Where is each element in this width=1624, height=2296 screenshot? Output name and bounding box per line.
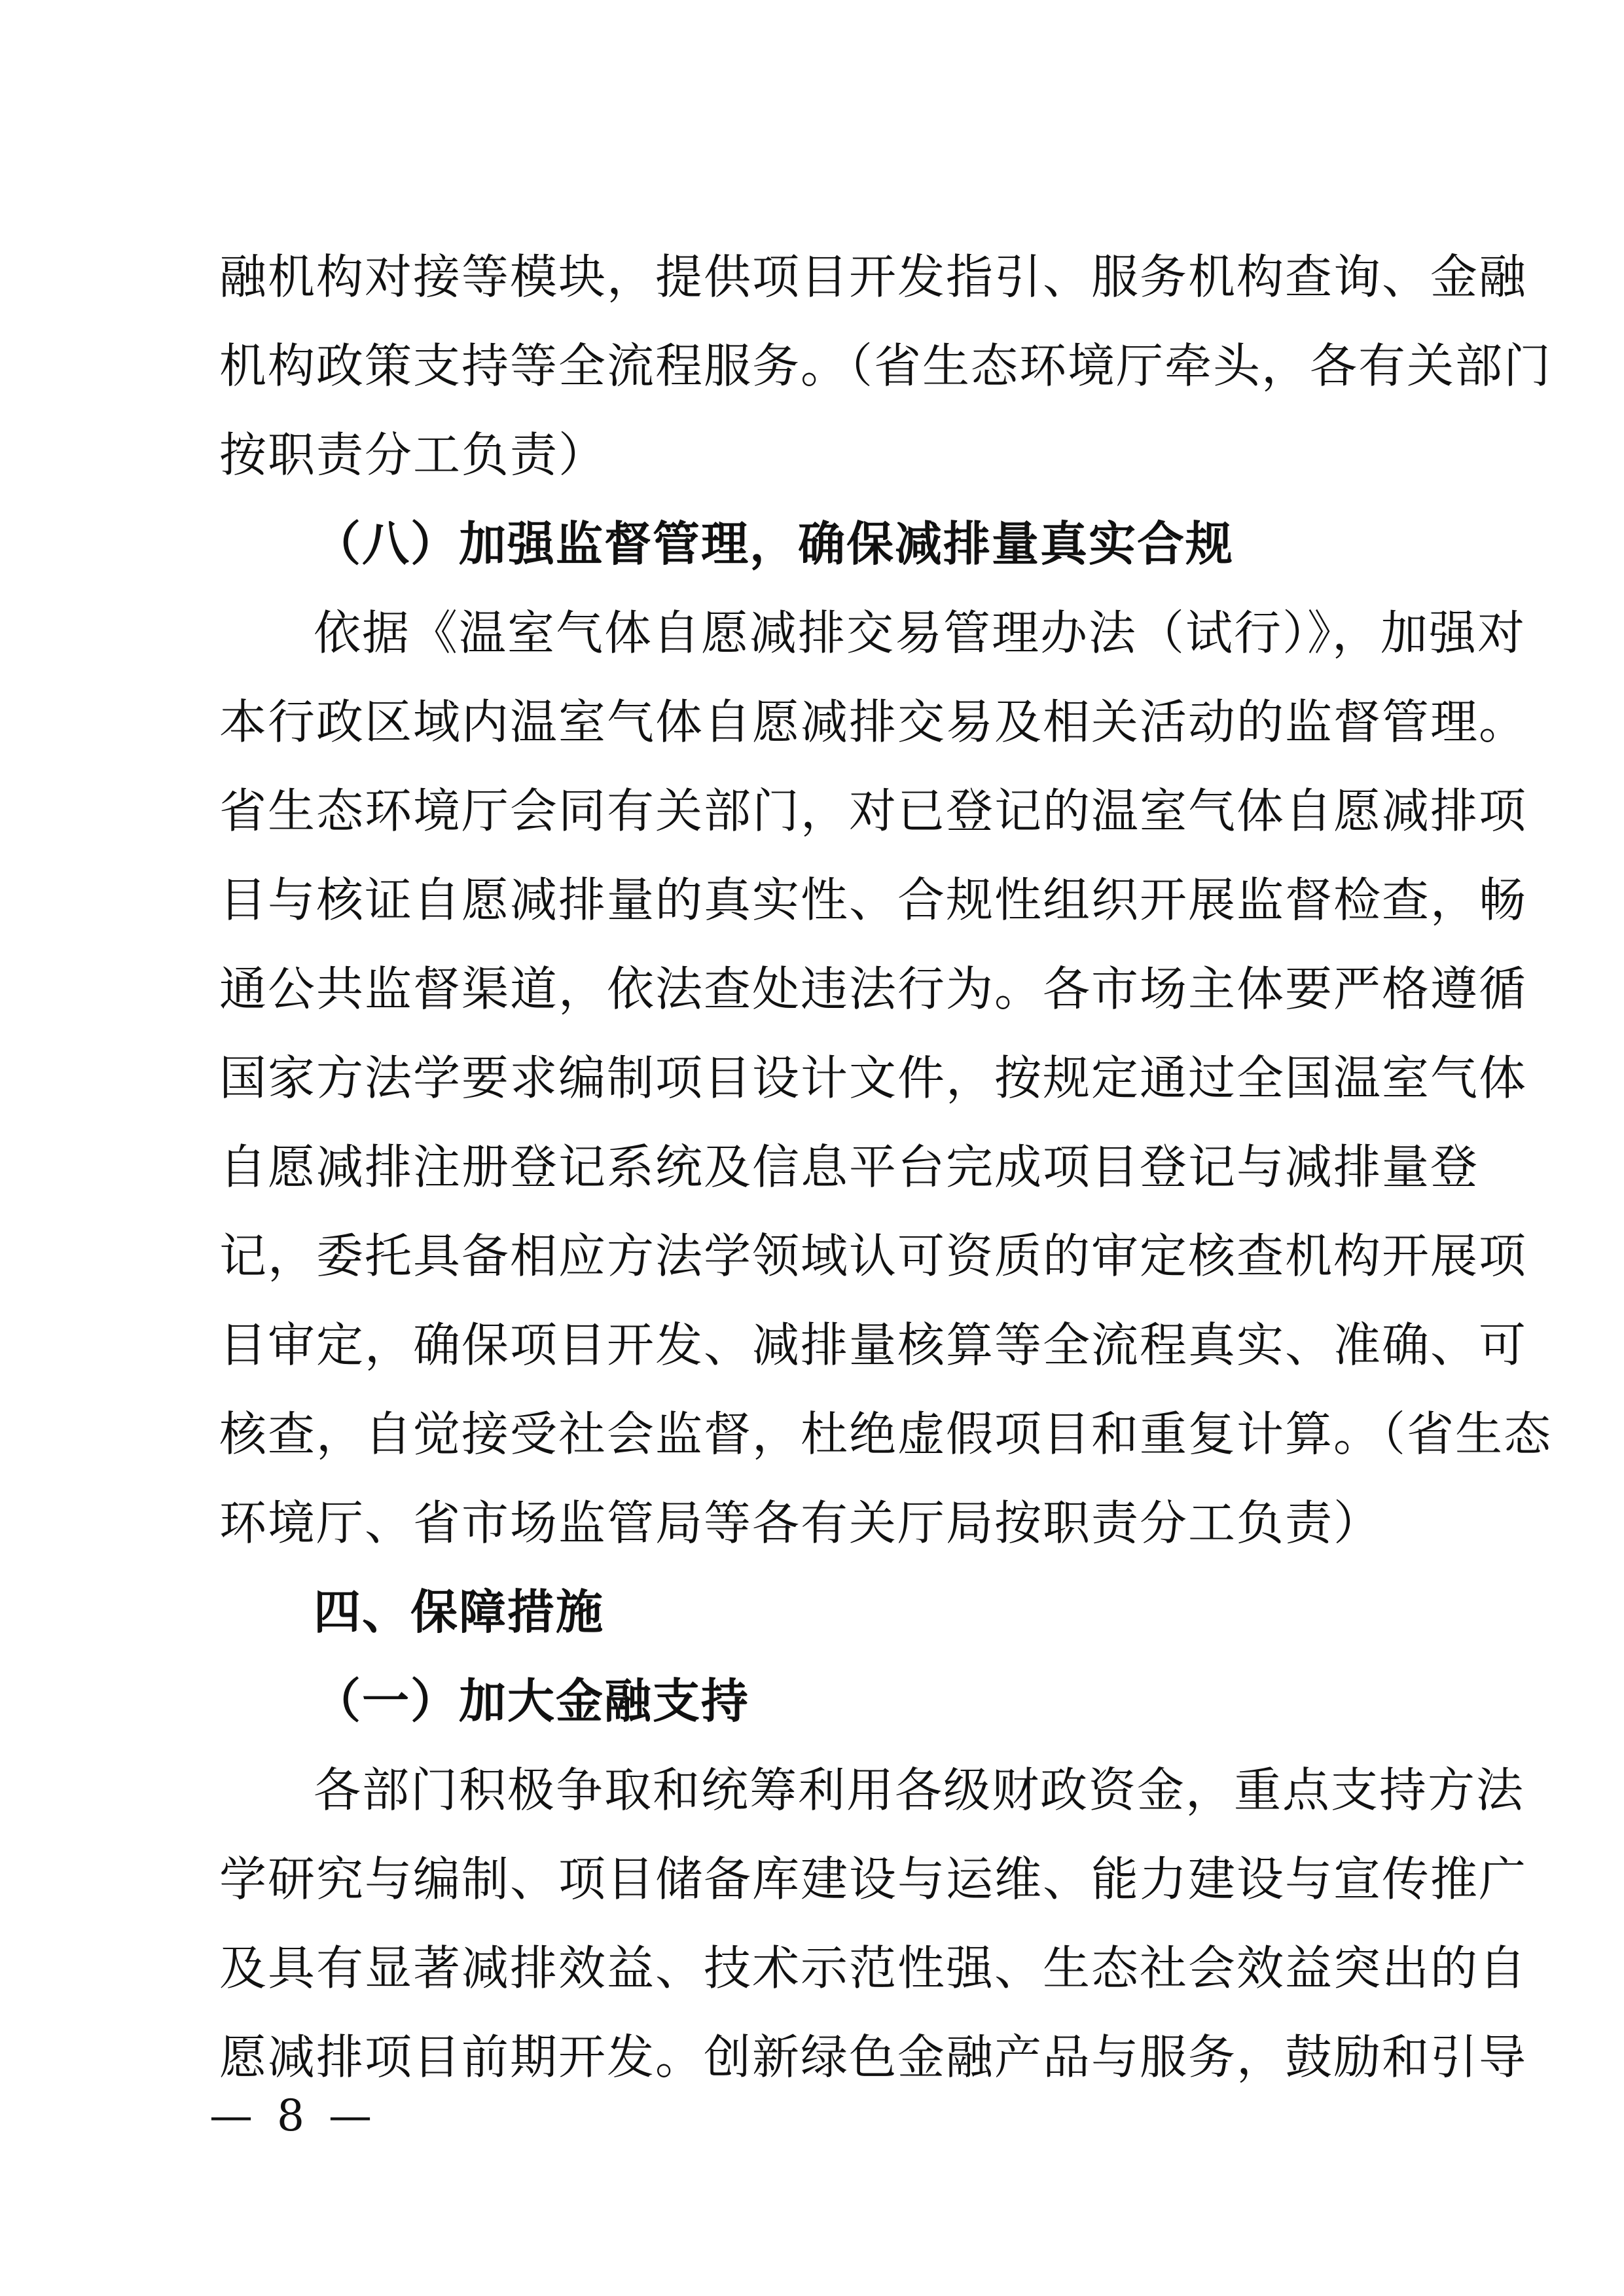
body-text-line: 融机构对接等模块，提供项目开发指引、服务机构查询、金融	[219, 249, 1528, 304]
body-text-line: 目审定，确保项目开发、减排量核算等全流程真实、准确、可	[219, 1318, 1528, 1372]
section-heading: 四、保障措施	[314, 1585, 605, 1640]
body-text-line: 记，委托具备相应方法学领域认可资质的审定核查机构开展项	[219, 1229, 1528, 1283]
body-text-line: 本行政区域内温室气体自愿减排交易及相关活动的监督管理。	[219, 694, 1528, 749]
body-text-line: 通公共监督渠道，依法查处违法行为。各市场主体要严格遵循	[219, 961, 1528, 1016]
body-text-line: 学研究与编制、项目储备库建设与运维、能力建设与宣传推广	[219, 1852, 1528, 1907]
page-number: — 8 —	[209, 2090, 377, 2141]
subsection-heading: （一）加大金融支持	[314, 1674, 750, 1729]
body-text-line: 及具有显著减排效益、技术示范性强、生态社会效益突出的自	[219, 1941, 1528, 1996]
body-text-line: 国家方法学要求编制项目设计文件，按规定通过全国温室气体	[219, 1050, 1528, 1105]
body-text-line: 自愿减排注册登记系统及信息平台完成项目登记与减排量登	[219, 1139, 1479, 1194]
body-text-line: 机构政策支持等全流程服务。（省生态环境厅牵头，各有关部门	[219, 338, 1553, 393]
body-text-line: 核查，自觉接受社会监督，杜绝虚假项目和重复计算。（省生态	[219, 1407, 1553, 1462]
body-text-line: 省生态环境厅会同有关部门，对已登记的温室气体自愿减排项	[219, 783, 1528, 838]
body-text-line: 按职责分工负责）	[219, 427, 607, 482]
body-text-line: 目与核证自愿减排量的真实性、合规性组织开展监督检查，畅	[219, 872, 1528, 927]
paragraph-first-line: 依据《温室气体自愿减排交易管理办法（试行）》，加强对	[314, 605, 1526, 660]
section-heading: （八）加强监督管理，确保减排量真实合规	[314, 516, 1235, 571]
body-text-line: 环境厅、省市场监管局等各有关厅局按职责分工负责）	[219, 1496, 1382, 1551]
paragraph-first-line: 各部门积极争取和统筹利用各级财政资金，重点支持方法	[314, 1763, 1525, 1818]
body-text-line: 愿减排项目前期开发。创新绿色金融产品与服务，鼓励和引导	[219, 2030, 1528, 2085]
